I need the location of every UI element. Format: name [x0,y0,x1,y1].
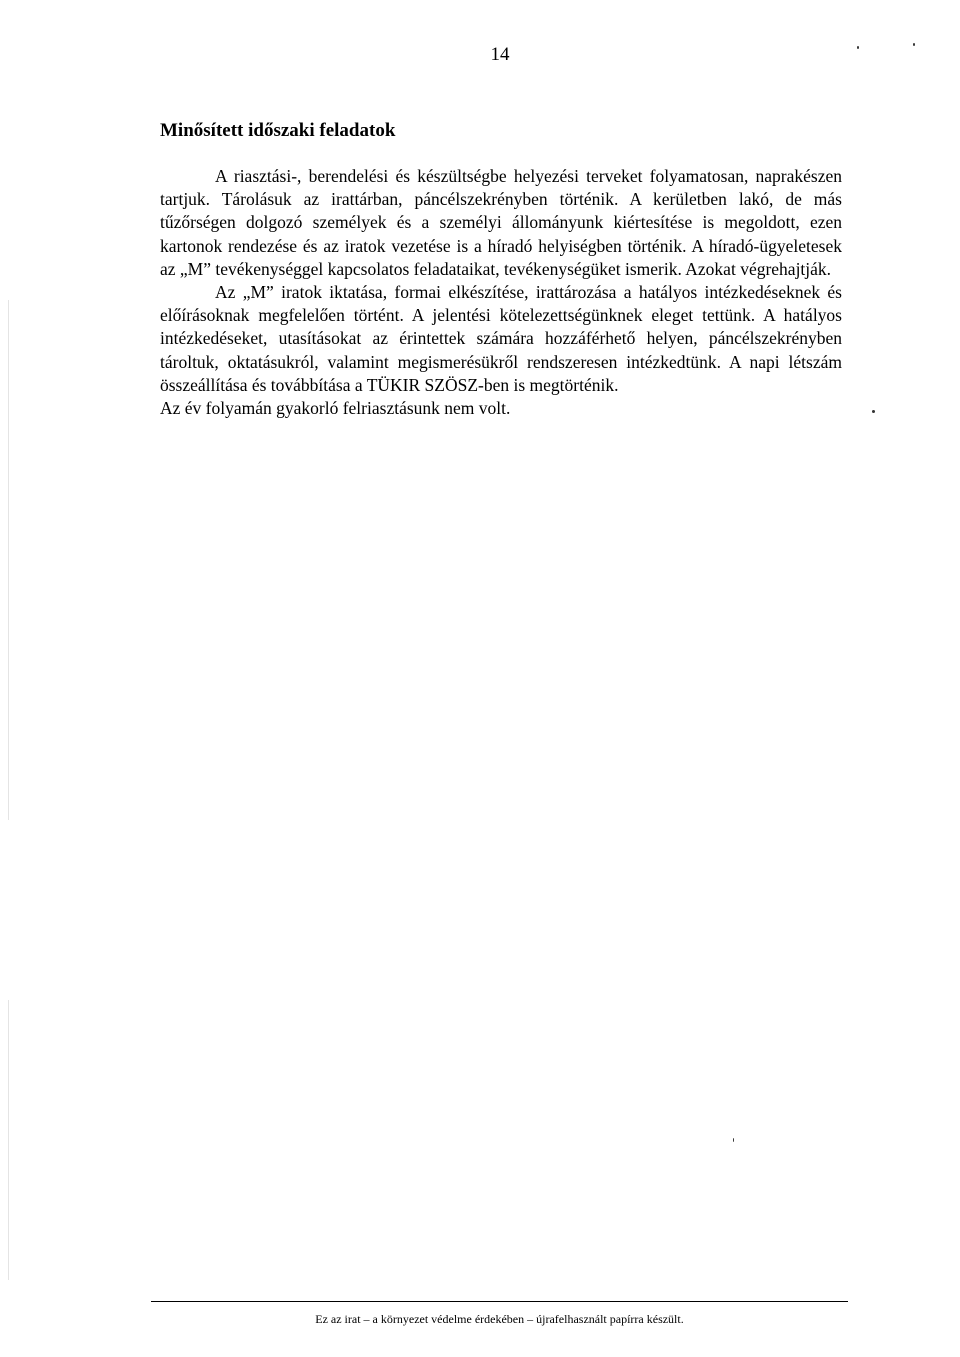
scan-margin-line [8,1000,9,1280]
scan-speck [857,46,859,49]
scan-margin-line [8,300,9,820]
footer-note: Ez az irat – a környezet védelme érdekében – újrafelhasznált papírra készült. [315,1312,684,1326]
paragraph: Az év folyamán gyakorló felriasztásunk nem volt. [160,398,511,419]
paragraph: A riasztási-, berendelési és készültségbe helyezési terveket folyamatosan, naprakészen tartjuk. Tárolásuk az irattárban, páncélszekrényben történik. A kerületben lakó, de más tűzőrségen dolgozó személyek és a személyi állományunk kiértesítése is megoldott, ezen kartonok rendezése és az iratok vezetése is a híradó helyiségben történik. A híradó-ügyeletesek az „M” tevékenységgel kapcsolatos feladataikat, tevékenységüket ismerik. Azokat végrehajtják. [160,166,842,279]
footer-divider [151,1301,848,1302]
paragraph: Az „M” iratok iktatása, formai elkészítése, irattározása a hatályos intézkedéseknek és előírásoknak megfelelően történt. A jelentési kötelezettségünknek eleget tettünk. A hatályos intézkedéseket, utasításokat az érintettek számára hozzáférhető helyen, páncélszekrényben tároltuk, oktatásukról, valamint megismerésükről rendszeresen intézkedtünk. A napi létszám összeállítása és továbbítása a TÜKIR SZÖSZ-ben is megtörténik. [160,282,842,395]
scan-speck [913,43,915,46]
scan-speck [872,410,875,413]
section-title: Minősített időszaki feladatok [160,120,396,141]
scan-speck [733,1138,734,1142]
body-text [160,165,842,420]
page-number: 14 [490,44,510,65]
